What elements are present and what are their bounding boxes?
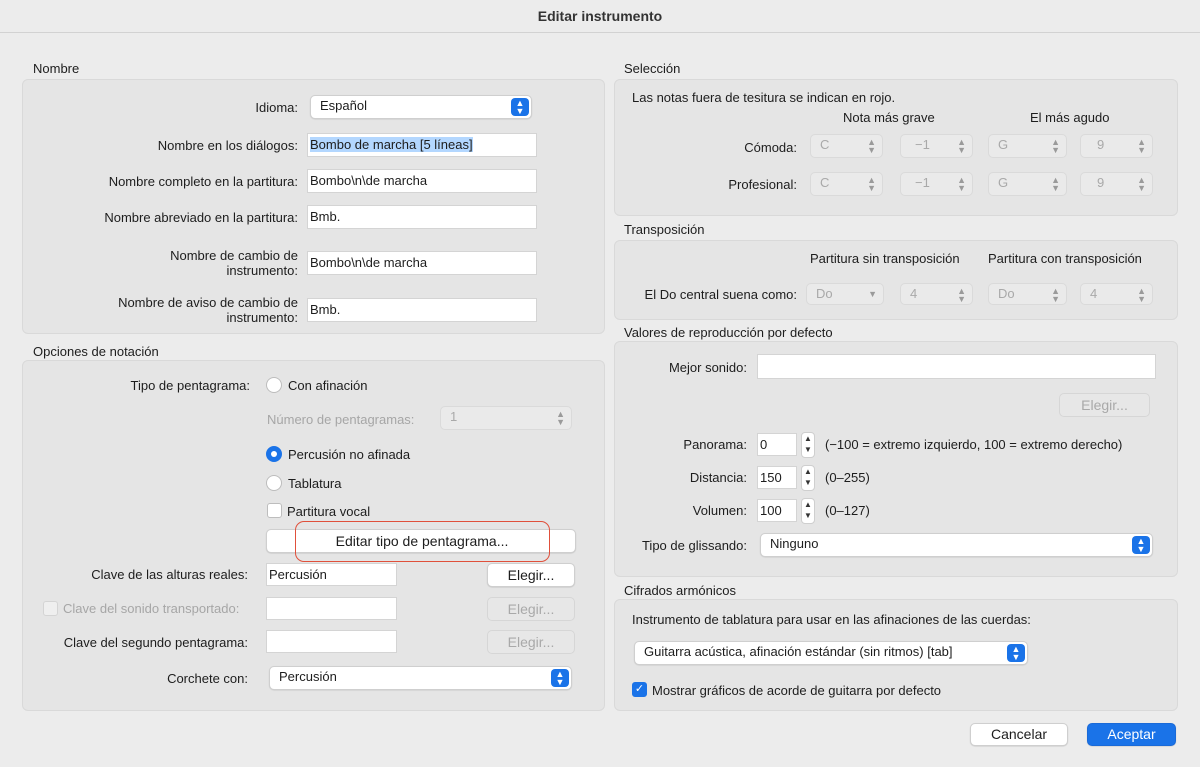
professional-label: Profesional: (728, 177, 797, 192)
bracket-label: Corchete con: (167, 671, 248, 686)
value: C (820, 137, 830, 152)
value: G (998, 137, 1009, 152)
best-sound-field[interactable] (757, 354, 1156, 379)
second-staff-clef-field[interactable] (266, 630, 397, 653)
value: −1 (915, 137, 930, 152)
volume-stepper[interactable]: ▲ ▼ (801, 498, 815, 524)
show-chord-diagrams-label: Mostrar gráficos de acorde de guitarra por defecto (652, 683, 942, 698)
warn-name-field[interactable]: Bmb. (307, 298, 537, 322)
ok-button[interactable]: Aceptar (1087, 723, 1176, 746)
comfortable-high-note[interactable] (988, 134, 1067, 158)
radio-unpitched[interactable] (266, 446, 282, 462)
chevron-down-icon: ▼ (868, 289, 877, 299)
cifrados-section-title: Cifrados armónicos (624, 583, 736, 598)
value: 9 (1097, 175, 1105, 190)
value: −1 (915, 175, 930, 190)
radio-unpitched-label: Percusión no afinada (288, 447, 411, 462)
untransposed-octave[interactable] (900, 283, 973, 305)
transposed-header: Partitura con transposición (988, 251, 1142, 266)
change-name-label-1: Nombre de cambio de (170, 248, 298, 263)
transposed-note[interactable] (988, 283, 1067, 305)
pan-field[interactable]: 0 (757, 433, 797, 456)
comfortable-high-octave[interactable] (1080, 134, 1153, 158)
range-info: Las notas fuera de tesitura se indican en rojo. (632, 90, 896, 105)
num-staves-value: 1 (450, 409, 458, 424)
transposicion-section-title: Transposición (624, 222, 705, 237)
transposed-clef-checkbox[interactable] (43, 601, 58, 616)
short-name-field[interactable]: Bmb. (307, 205, 537, 229)
middle-c-label: El Do central suena como: (644, 287, 797, 302)
transposed-octave[interactable] (1080, 283, 1153, 305)
chevron-updown-icon: ▲ ▼ (1132, 536, 1150, 554)
notacion-section-title: Opciones de notación (33, 344, 159, 359)
reproduccion-section-title: Valores de reproducción por defecto (624, 325, 833, 340)
choose-transposed-clef-button[interactable]: Elegir... (487, 597, 575, 621)
tab-instrument-value: Guitarra acústica, afinación estándar (sin ritmos) [tab] (644, 644, 953, 659)
bracket-value: Percusión (279, 669, 337, 684)
pan-stepper[interactable]: ▲ ▼ (801, 432, 815, 458)
volume-field[interactable]: 100 (757, 499, 797, 522)
tab-instrument-select[interactable] (634, 641, 1028, 665)
choose-second-staff-clef-button[interactable]: Elegir... (487, 630, 575, 654)
comfortable-label: Cómoda: (744, 140, 797, 155)
real-pitch-clef-label: Clave de las alturas reales: (91, 567, 248, 582)
highest-note-header: El más agudo (1030, 110, 1110, 125)
idioma-value: Español (320, 98, 367, 113)
chevron-updown-icon: ▲ ▼ (957, 286, 966, 304)
full-name-field[interactable]: Bombo\n\de marcha (307, 169, 537, 193)
value: Do (816, 286, 833, 301)
chevron-updown-icon: ▲ ▼ (511, 98, 529, 116)
change-name-label-2: instrumento: (226, 263, 298, 278)
chevron-updown-icon: ▲ ▼ (957, 137, 966, 155)
dialogs-name-label: Nombre en los diálogos: (157, 138, 298, 153)
value: Do (998, 286, 1015, 301)
comfortable-low-octave[interactable] (900, 134, 973, 158)
pan-hint: (−100 = extremo izquierdo, 100 = extremo derecho) (825, 437, 1123, 452)
tab-instrument-label: Instrumento de tablatura para usar en las afinaciones de las cuerdas: (632, 612, 1031, 627)
pan-label: Panorama: (683, 437, 747, 452)
chevron-updown-icon: ▲ ▼ (1137, 175, 1146, 193)
distance-stepper[interactable]: ▲ ▼ (801, 465, 815, 491)
nombre-section-title: Nombre (33, 61, 80, 76)
num-staves-label: Número de pentagramas: (267, 412, 415, 427)
chevron-updown-icon: ▲ ▼ (1051, 137, 1060, 155)
warn-name-label-1: Nombre de aviso de cambio de (118, 295, 298, 310)
seleccion-section-title: Selección (624, 61, 681, 76)
glissando-value: Ninguno (770, 536, 819, 551)
value: 4 (910, 286, 918, 301)
window-title: Editar instrumento (0, 0, 1200, 33)
chevron-updown-icon: ▲ ▼ (551, 669, 569, 687)
professional-low-octave[interactable] (900, 172, 973, 196)
best-sound-label: Mejor sonido: (668, 360, 747, 375)
professional-low-note[interactable] (810, 172, 883, 196)
chevron-updown-icon: ▲ ▼ (556, 409, 565, 427)
show-chord-diagrams-checkbox[interactable] (632, 682, 647, 697)
idioma-label: Idioma: (255, 100, 298, 115)
chevron-updown-icon: ▲ ▼ (1137, 137, 1146, 155)
untransposed-header: Partitura sin transposición (810, 251, 960, 266)
dialogs-name-field[interactable] (307, 133, 537, 157)
choose-real-pitch-clef-button[interactable]: Elegir... (487, 563, 575, 587)
distance-field[interactable]: 150 (757, 466, 797, 489)
bracket-select[interactable] (269, 666, 572, 690)
glissando-select[interactable] (760, 533, 1153, 557)
value: 4 (1090, 286, 1098, 301)
chevron-updown-icon: ▲ ▼ (1051, 286, 1060, 304)
distance-label: Distancia: (689, 470, 747, 485)
professional-high-note[interactable] (988, 172, 1067, 196)
comfortable-low-note[interactable] (810, 134, 883, 158)
edit-staff-type-button[interactable]: Editar tipo de pentagrama... (335, 533, 509, 549)
radio-tab-label: Tablatura (288, 476, 342, 491)
chevron-updown-icon: ▲ ▼ (1007, 644, 1025, 662)
transposed-clef-field[interactable] (266, 597, 397, 620)
staff-type-label: Tipo de pentagrama: (130, 378, 250, 393)
value: 9 (1097, 137, 1105, 152)
short-name-label: Nombre abreviado en la partitura: (104, 210, 298, 225)
volume-hint: (0–127) (825, 503, 870, 518)
vocal-score-checkbox[interactable] (267, 503, 282, 518)
glissando-label: Tipo de glissando: (641, 538, 747, 553)
chevron-updown-icon: ▲ ▼ (1137, 286, 1146, 304)
choose-sound-button[interactable]: Elegir... (1059, 393, 1150, 417)
checkmark-icon: ✓ (634, 683, 645, 695)
radio-tab[interactable] (266, 475, 282, 491)
radio-tuned-label: Con afinación (288, 378, 368, 393)
value: G (998, 175, 1009, 190)
full-name-label: Nombre completo en la partitura: (108, 174, 298, 189)
value: C (820, 175, 830, 190)
radio-tuned[interactable] (266, 377, 282, 393)
professional-high-octave[interactable] (1080, 172, 1153, 196)
volume-label: Volumen: (692, 503, 747, 518)
chevron-updown-icon: ▲ ▼ (1051, 175, 1060, 193)
real-pitch-clef-field[interactable]: Percusión (266, 563, 397, 586)
chevron-updown-icon: ▲ ▼ (867, 137, 876, 155)
change-name-field[interactable]: Bombo\n\de marcha (307, 251, 537, 275)
num-staves-select[interactable] (440, 406, 572, 430)
distance-hint: (0–255) (825, 470, 870, 485)
second-staff-clef-label: Clave del segundo pentagrama: (63, 635, 248, 650)
chevron-updown-icon: ▲ ▼ (867, 175, 876, 193)
chevron-updown-icon: ▲ ▼ (957, 175, 966, 193)
cancel-button[interactable]: Cancelar (970, 723, 1068, 746)
transposed-clef-label: Clave del sonido transportado: (63, 601, 240, 616)
lowest-note-header: Nota más grave (843, 110, 935, 125)
idioma-select[interactable] (310, 95, 532, 119)
vocal-score-label: Partitura vocal (287, 504, 371, 519)
dialogs-name-value: Bombo de marcha [5 líneas] (310, 137, 473, 152)
warn-name-label-2: instrumento: (226, 310, 298, 325)
untransposed-note-combo[interactable] (806, 283, 884, 305)
